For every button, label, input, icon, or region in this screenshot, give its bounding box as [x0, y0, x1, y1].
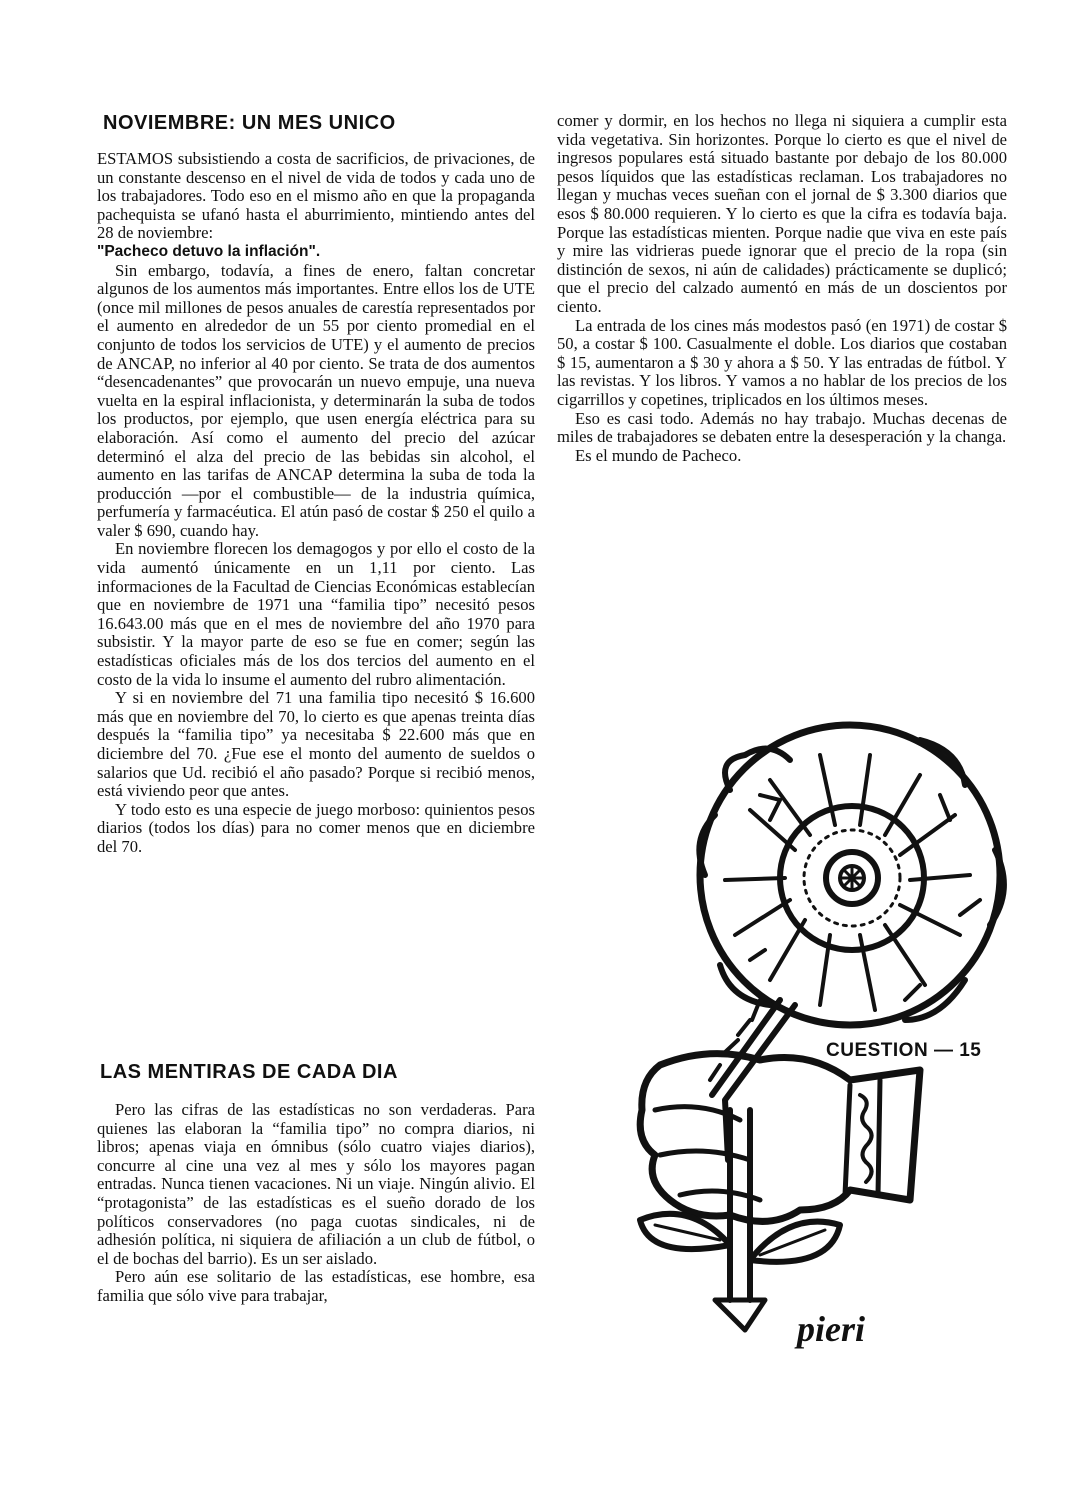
paragraph: Pero las cifras de las estadísticas no son verdaderas. Para quienes las elaboran la “familia tipo” no compra diarios, ni libros; apenas viaja en ómnibus (sólo cuatro viajes diarios), concurre al cine una vez al mes y sólo los mayores pagan entradas. Nunca tienen vacaciones. Ni un viaje. Ningún alivio. El “protagonista” de las estadísticas es el sueño dorado de los políticos conservadores (no paga cuotas sindicales, ni de adhesión política, ni siquiera de afiliación a un club de fútbol, o el de bochas del barrio). Es un ser aislado. [97, 1100, 535, 1268]
artist-signature: pieri [797, 1309, 865, 1349]
paragraph: Es el mundo de Pacheco. [575, 445, 742, 465]
paragraph: ESTAMOS subsistiendo a costa de sacrificios, de privaciones, de un constante descenso en el nivel de vida de todos y cada uno de los trabajadores. Todo eso en el mismo año en que la propaganda pachequista se ufanó hasta el aburrimiento, mintiendo antes del 28 de noviembre: [97, 149, 535, 243]
paragraph: La entrada de los cines más modestos pasó (en 1971) de costar $ 50, a costar $ 100. Casualmente el doble. Los diarios que costaban $ 15, aumentaron a $ 30 y ahora a $ 50. Y las entradas de fútbol. Y las revistas. Y los libros. Y vamos a no hablar de los precios de los cigarrillos y copetines, triplicados en los últimos meses. [557, 315, 1007, 409]
fist [640, 1054, 920, 1222]
paragraph: En noviembre florecen los demagogos y por ello el costo de la vida aumentó únicamente en un 1,11 por ciento. Las informaciones de la Facultad de Ciencias Económicas establecían que en noviembre de 1971 una “familia tipo” necesitó pesos 16.643.00 más que en el mes de noviembre del año 1970 para subsistir. Y la mayor parte de eso se fue en comer; según las estadísticas oficiales más de los dos tercios del aumento en el costo de la vida lo insume el aumento del rubro alimentación. [97, 539, 535, 689]
section-1-title: NOVIEMBRE: UN MES UNICO [103, 112, 396, 134]
paragraph: Y todo esto es una especie de juego morboso: quinientos pesos diarios (todos los días) para no comer menos que en diciembre del 70. [97, 799, 535, 856]
paragraph: comer y dormir, en los hechos no llega ni siquiera a cumplir esta vida vegetativa. Sin horizontes. Porque lo cierto es que el nivel de ingresos populares está situado bastante por debajo de los 80.000 pesos líquidos que las estadísticas reclaman. Los trabajadores no llegan y muchas veces sueñan con el jornal de $ 3.300 diarios que esos $ 80.000 requieren. Y lo cierto es que la cifra es todavía baja. Porque las estadísticas mienten. Porque nadie que viva en este país y mire las vidrieras puede ignorar que el precio de la ropa (sin distinción de sexos, ni aún de calidades) prácticamente se duplicó; que el precio del calzado aumentó en más de un doscientos por ciento. [557, 111, 1007, 316]
section-1-body [97, 150, 535, 857]
flower-fist-illustration [620, 700, 1020, 1340]
paragraph: Y si en noviembre del 71 una familia tipo necesitó $ 16.600 más que en noviembre del 70, lo cierto es que apenas treinta días después la “familia tipo” ya necesitaba $ 22.600 más que en diciembre del 70. ¿Fue ese el monto del aumento de sueldos o salarios que Ud. recibió el año pasado? Porque si recibió menos, está viviendo peor que antes. [97, 688, 535, 801]
page-footer: CUESTION — 15 [826, 1040, 982, 1061]
paragraph: Pero aún ese solitario de las estadísticas, ese hombre, esa familia que sólo vive para trabajar, [97, 1267, 535, 1305]
right-column-body [557, 112, 1007, 465]
section-2-body [97, 1101, 535, 1306]
paragraph: Eso es casi todo. Además no hay trabajo. Muchas decenas de miles de trabajadores se debaten entre la desesperación y la changa. [557, 408, 1007, 447]
quote-paragraph: "Pacheco detuvo la inflación". [97, 242, 321, 260]
paragraph: Sin embargo, todavía, a fines de enero, faltan concretar algunos de los aumentos más importantes. Entre ellos los de UTE (once mil millones de pesos anuales de carestía representados por el aumento en alrededor de un 55 por ciento promedial en el conjunto de todos los servicios de UTE) y el aumento de precios de ANCAP, no inferior al 40 por ciento. Se trata de dos aumentos “desencadenantes” que provocarán un nuevo empuje, una nueva vuelta en la espiral inflacionista, y determinarán la suba de todos los productos, por ejemplo, que usen energía eléctrica para su elaboración. Así como el aumento del precio del azúcar determinó el alza del precio de las bebidas sin alcohol, el aumento en las tarifas de ANCAP determina la suba de toda la producción —por el combustible— de la industria química, perfumería y farmacéutica. El atún pasó de costar $ 250 el quilo a valer $ 690, cuando hay. [97, 260, 535, 540]
stem-base [715, 1300, 765, 1330]
section-2-title: LAS MENTIRAS DE CADA DIA [100, 1061, 398, 1083]
